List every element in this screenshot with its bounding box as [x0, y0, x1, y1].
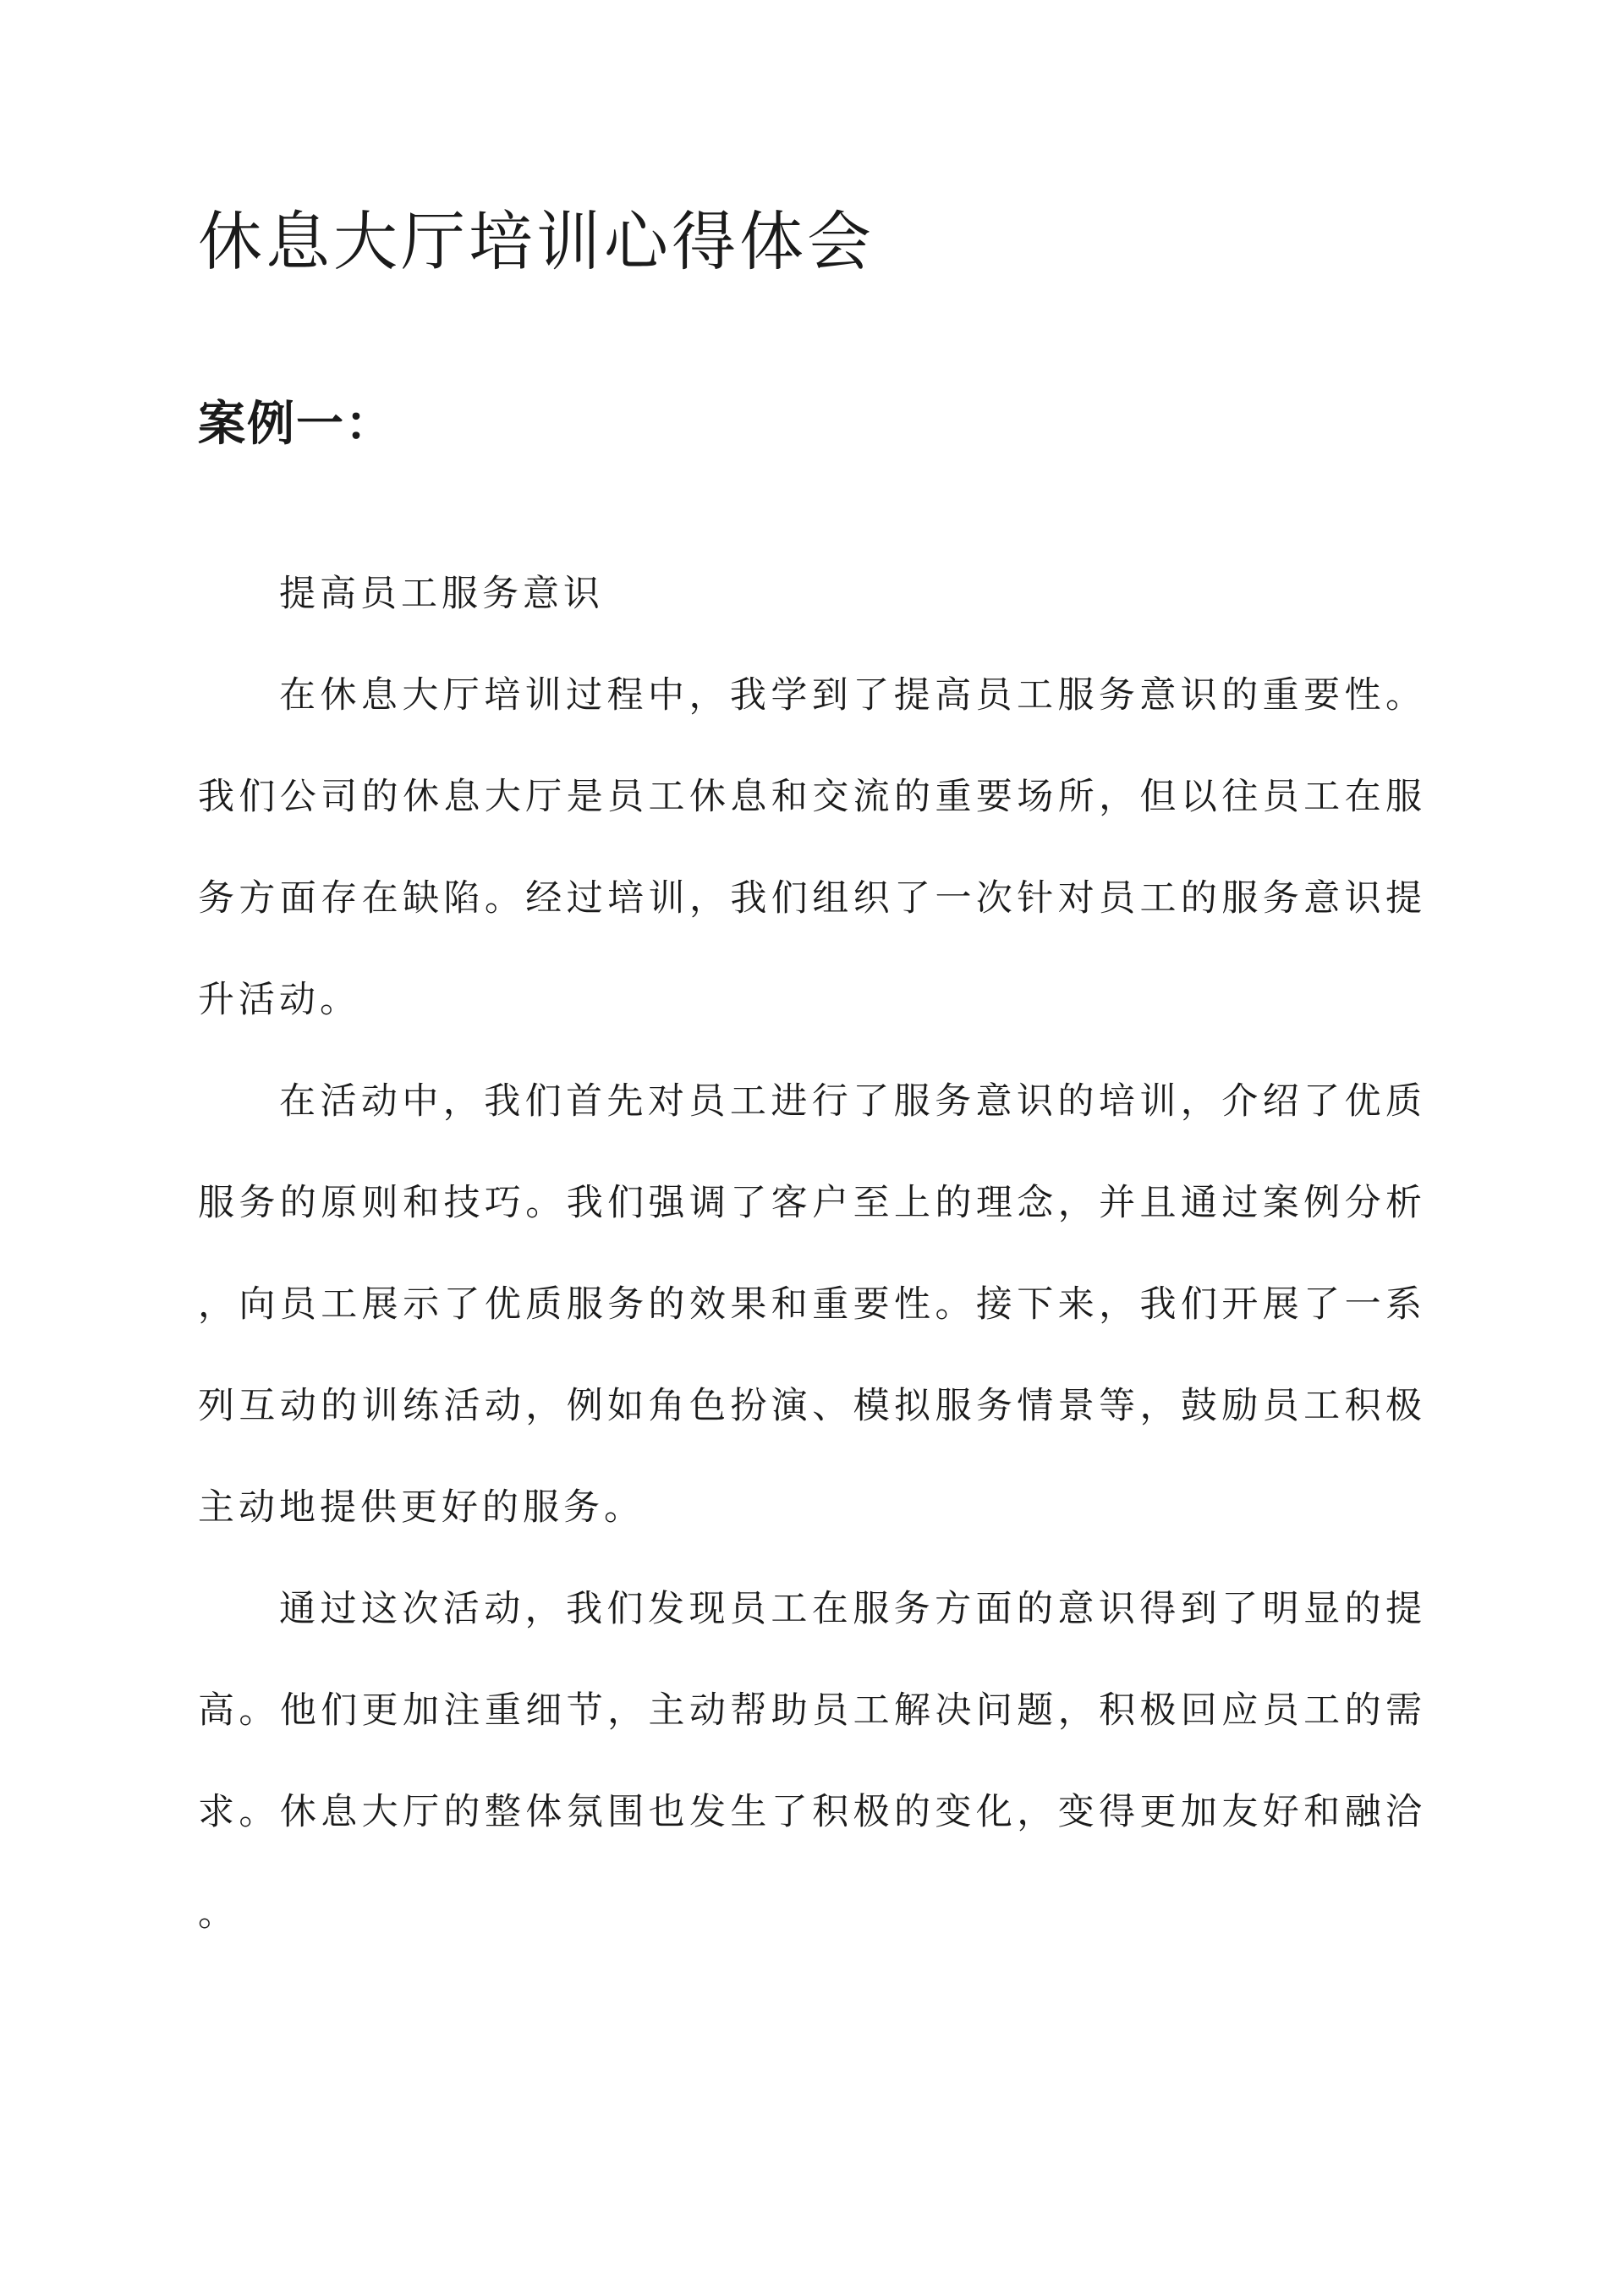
paragraph-3: 通过这次活动，我们发现员工在服务方面的意识得到了明显的提高。他们更加注重细节，主动帮助员工解决问题，积极回应员工的需求。休息大厅的整体氛围也发生了积极的变化，变得更加友好和融洽。	[198, 1588, 1426, 1935]
document-body	[198, 543, 1426, 1964]
section-subtitle: 提高员工服务意识	[279, 573, 604, 615]
paragraph-2: 在活动中，我们首先对员工进行了服务意识的培训，介绍了优质服务的原则和技巧。我们强调了客户至上的理念，并且通过案例分析，向员工展示了优质服务的效果和重要性。接下来，我们开展了一系列互动的训练活动，例如角色扮演、模拟服务情景等，鼓励员工积极主动地提供更好的服务。	[198, 1080, 1426, 1529]
case-heading: 案例一：	[198, 396, 394, 452]
paragraph-1: 在休息大厅培训过程中，我学到了提高员工服务意识的重要性。我们公司的休息大厅是员工休息和交流的重要场所，但以往员工在服务方面存在缺陷。经过培训，我们组织了一次针对员工的服务意识提升活动。	[198, 674, 1426, 1021]
document-title: 休息大厅培训心得体会	[198, 204, 875, 279]
